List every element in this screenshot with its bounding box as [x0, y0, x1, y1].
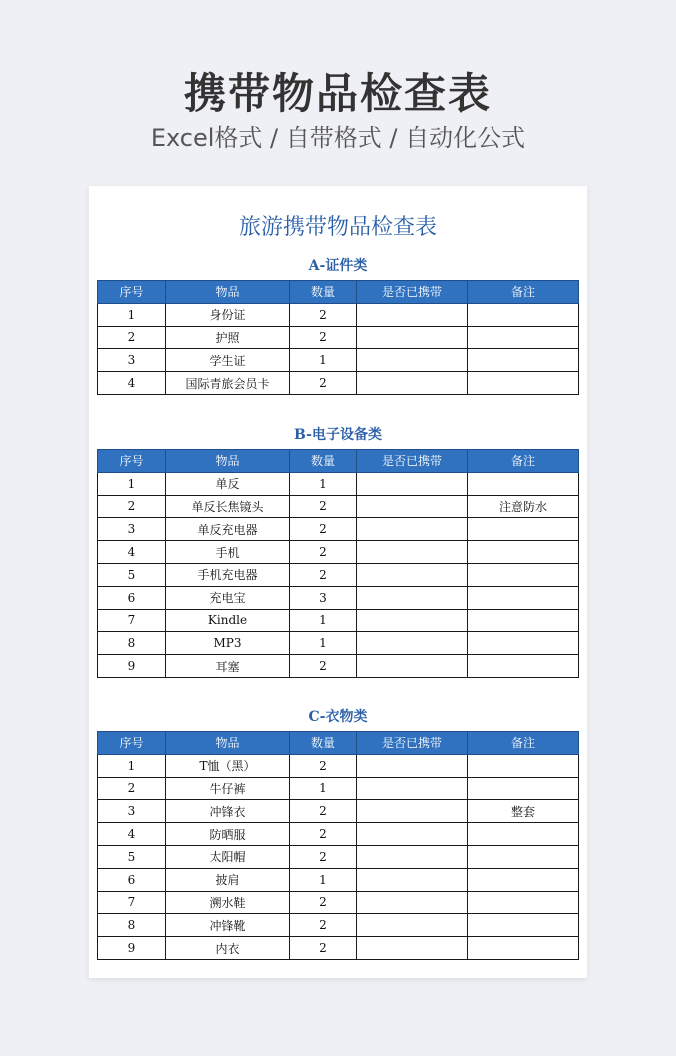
- table-row: [98, 823, 579, 846]
- quantity-cell: 2: [290, 914, 357, 937]
- column-header: 是否已携带: [357, 281, 468, 304]
- carried-check-cell[interactable]: [357, 326, 468, 349]
- carried-check-cell[interactable]: [357, 891, 468, 914]
- item-name-cell: 充电宝: [166, 586, 290, 609]
- carried-check-cell[interactable]: [357, 472, 468, 495]
- item-name-cell: 冲锋衣: [166, 800, 290, 823]
- carried-check-cell[interactable]: [357, 495, 468, 518]
- column-header: 数量: [290, 732, 357, 755]
- quantity-cell: 2: [290, 800, 357, 823]
- column-header: 序号: [98, 450, 166, 473]
- note-cell: [468, 349, 579, 372]
- item-name-cell: 手机充电器: [166, 563, 290, 586]
- carried-check-cell[interactable]: [357, 563, 468, 586]
- carried-check-cell[interactable]: [357, 303, 468, 326]
- note-cell: [468, 563, 579, 586]
- quantity-cell: 1: [290, 349, 357, 372]
- table-row: [98, 754, 579, 777]
- carried-check-cell[interactable]: [357, 914, 468, 937]
- column-header: 序号: [98, 281, 166, 304]
- item-name-cell: 国际青旅会员卡: [166, 372, 290, 395]
- row-index-cell: 3: [98, 518, 166, 541]
- sheet-title: 旅游携带物品检查表: [238, 215, 437, 240]
- row-index-cell: 8: [98, 632, 166, 655]
- note-cell: [468, 823, 579, 846]
- carried-check-cell[interactable]: [357, 800, 468, 823]
- carried-check-cell[interactable]: [357, 349, 468, 372]
- row-index-cell: 7: [98, 891, 166, 914]
- note-cell: [468, 891, 579, 914]
- carried-check-cell[interactable]: [357, 609, 468, 632]
- table-row: [98, 349, 579, 372]
- carried-check-cell[interactable]: [357, 754, 468, 777]
- carried-check-cell[interactable]: [357, 586, 468, 609]
- table-row: [98, 777, 579, 800]
- column-header: 数量: [290, 450, 357, 473]
- item-name-cell: 护照: [166, 326, 290, 349]
- item-name-cell: 溯水鞋: [166, 891, 290, 914]
- table-section-a: [97, 280, 579, 395]
- note-cell: [468, 518, 579, 541]
- quantity-cell: 2: [290, 303, 357, 326]
- note-cell: 注意防水: [468, 495, 579, 518]
- quantity-cell: 2: [290, 372, 357, 395]
- row-index-cell: 3: [98, 349, 166, 372]
- item-name-cell: Kindle: [166, 609, 290, 632]
- item-name-cell: 耳塞: [166, 655, 290, 678]
- table-section-b: [97, 449, 579, 678]
- item-name-cell: 牛仔裤: [166, 777, 290, 800]
- column-header: 是否已携带: [357, 732, 468, 755]
- table-row: [98, 472, 579, 495]
- item-name-cell: 手机: [166, 541, 290, 564]
- table-row: [98, 800, 579, 823]
- column-header: 是否已携带: [357, 450, 468, 473]
- table-row: [98, 891, 579, 914]
- table-row: [98, 937, 579, 960]
- note-cell: [468, 541, 579, 564]
- table-row: [98, 632, 579, 655]
- page-title: 携带物品检查表: [183, 69, 492, 118]
- item-name-cell: 身份证: [166, 303, 290, 326]
- quantity-cell: 2: [290, 563, 357, 586]
- note-cell: [468, 472, 579, 495]
- note-cell: [468, 845, 579, 868]
- row-index-cell: 2: [98, 777, 166, 800]
- item-name-cell: MP3: [166, 632, 290, 655]
- item-name-cell: 单反充电器: [166, 518, 290, 541]
- row-index-cell: 1: [98, 303, 166, 326]
- quantity-cell: 3: [290, 586, 357, 609]
- item-name-cell: 防晒服: [166, 823, 290, 846]
- table-section-c: [97, 731, 579, 960]
- section-title-a: A-证件类: [308, 258, 368, 274]
- table-row: [98, 518, 579, 541]
- note-cell: [468, 609, 579, 632]
- table-row: [98, 372, 579, 395]
- item-name-cell: 学生证: [166, 349, 290, 372]
- quantity-cell: 1: [290, 632, 357, 655]
- table-row: [98, 655, 579, 678]
- quantity-cell: 1: [290, 609, 357, 632]
- item-name-cell: T恤（黑）: [166, 754, 290, 777]
- row-index-cell: 3: [98, 800, 166, 823]
- column-header: 物品: [166, 450, 290, 473]
- quantity-cell: 2: [290, 541, 357, 564]
- quantity-cell: 2: [290, 754, 357, 777]
- item-name-cell: 太阳帽: [166, 845, 290, 868]
- note-cell: [468, 868, 579, 891]
- note-cell: [468, 372, 579, 395]
- row-index-cell: 6: [98, 868, 166, 891]
- note-cell: [468, 632, 579, 655]
- note-cell: [468, 326, 579, 349]
- column-header: 备注: [468, 281, 579, 304]
- column-header: 备注: [468, 450, 579, 473]
- note-cell: [468, 937, 579, 960]
- quantity-cell: 2: [290, 937, 357, 960]
- quantity-cell: 2: [290, 326, 357, 349]
- column-header: 序号: [98, 732, 166, 755]
- note-cell: [468, 777, 579, 800]
- note-cell: [468, 586, 579, 609]
- column-header: 备注: [468, 732, 579, 755]
- row-index-cell: 7: [98, 609, 166, 632]
- table-row: [98, 563, 579, 586]
- quantity-cell: 2: [290, 518, 357, 541]
- quantity-cell: 2: [290, 891, 357, 914]
- note-cell: 整套: [468, 800, 579, 823]
- row-index-cell: 6: [98, 586, 166, 609]
- row-index-cell: 1: [98, 472, 166, 495]
- carried-check-cell[interactable]: [357, 868, 468, 891]
- table-row: [98, 586, 579, 609]
- carried-check-cell[interactable]: [357, 845, 468, 868]
- section-title-b: B-电子设备类: [294, 427, 382, 443]
- table-row: [98, 326, 579, 349]
- table-row: [98, 541, 579, 564]
- quantity-cell: 2: [290, 495, 357, 518]
- quantity-cell: 2: [290, 823, 357, 846]
- note-cell: [468, 914, 579, 937]
- table-row: [98, 609, 579, 632]
- table-row: [98, 495, 579, 518]
- carried-check-cell[interactable]: [357, 937, 468, 960]
- item-name-cell: 冲锋靴: [166, 914, 290, 937]
- row-index-cell: 2: [98, 495, 166, 518]
- table-row: [98, 914, 579, 937]
- row-index-cell: 9: [98, 937, 166, 960]
- page-subtitle: Excel格式 / 自带格式 / 自动化公式: [150, 124, 526, 152]
- row-index-cell: 4: [98, 823, 166, 846]
- row-index-cell: 4: [98, 372, 166, 395]
- carried-check-cell[interactable]: [357, 777, 468, 800]
- item-name-cell: 单反长焦镜头: [166, 495, 290, 518]
- row-index-cell: 4: [98, 541, 166, 564]
- quantity-cell: 2: [290, 655, 357, 678]
- column-header: 物品: [166, 732, 290, 755]
- carried-check-cell[interactable]: [357, 823, 468, 846]
- carried-check-cell[interactable]: [357, 518, 468, 541]
- carried-check-cell[interactable]: [357, 541, 468, 564]
- note-cell: [468, 655, 579, 678]
- carried-check-cell[interactable]: [357, 632, 468, 655]
- table-row: [98, 303, 579, 326]
- quantity-cell: 1: [290, 777, 357, 800]
- section-title-c: C-衣物类: [308, 709, 368, 725]
- quantity-cell: 2: [290, 845, 357, 868]
- quantity-cell: 1: [290, 472, 357, 495]
- column-header: 物品: [166, 281, 290, 304]
- row-index-cell: 5: [98, 845, 166, 868]
- carried-check-cell[interactable]: [357, 372, 468, 395]
- row-index-cell: 1: [98, 754, 166, 777]
- row-index-cell: 8: [98, 914, 166, 937]
- row-index-cell: 5: [98, 563, 166, 586]
- note-cell: [468, 303, 579, 326]
- row-index-cell: 9: [98, 655, 166, 678]
- item-name-cell: 内衣: [166, 937, 290, 960]
- quantity-cell: 1: [290, 868, 357, 891]
- row-index-cell: 2: [98, 326, 166, 349]
- carried-check-cell[interactable]: [357, 655, 468, 678]
- item-name-cell: 披肩: [166, 868, 290, 891]
- note-cell: [468, 754, 579, 777]
- column-header: 数量: [290, 281, 357, 304]
- table-row: [98, 868, 579, 891]
- item-name-cell: 单反: [166, 472, 290, 495]
- table-row: [98, 845, 579, 868]
